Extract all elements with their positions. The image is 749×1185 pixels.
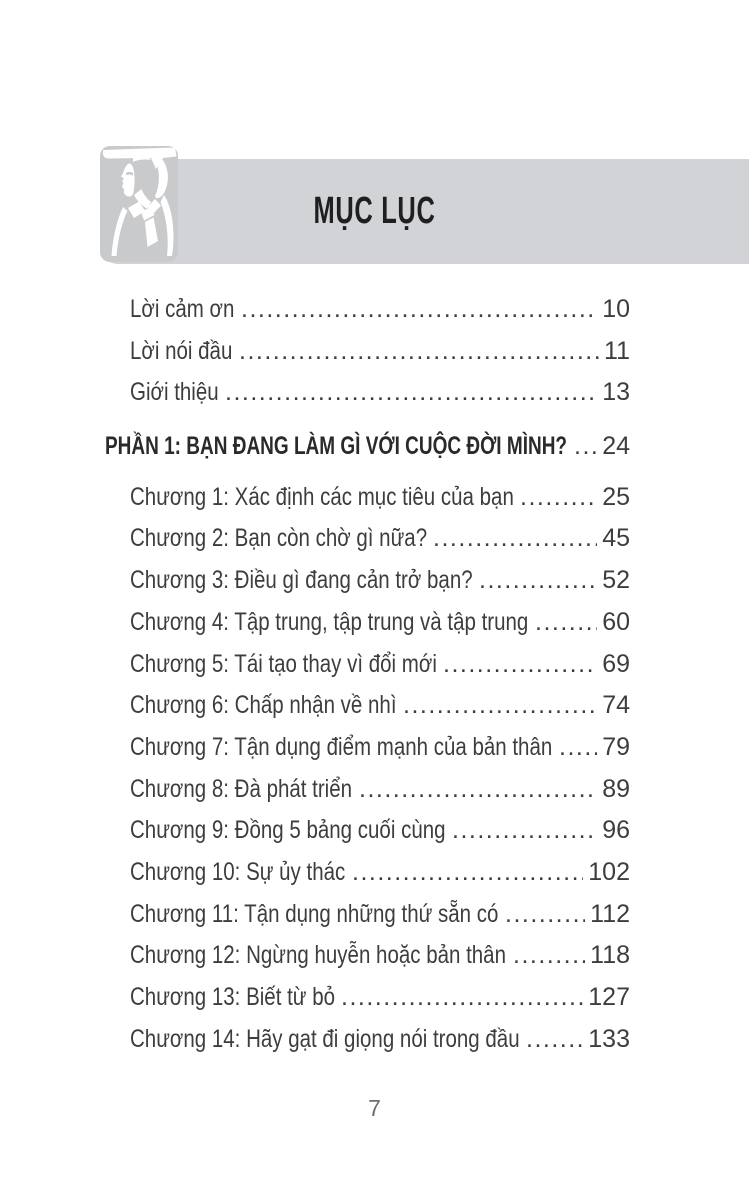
toc-entry — [130, 560, 630, 602]
dot-leader — [225, 372, 597, 414]
toc-entry-label: Chương 3: Điều gì đang cản trở bạn? — [130, 566, 473, 595]
toc-entry — [130, 727, 630, 769]
toc-entry-page: 102 — [588, 857, 630, 886]
toc-list — [105, 289, 630, 1060]
toc-entry — [130, 602, 630, 644]
toc-entry-label: Giới thiệu — [130, 378, 219, 407]
toc-entry-page: 52 — [602, 566, 630, 595]
toc-entry-page: 79 — [602, 732, 630, 761]
dot-leader — [520, 477, 597, 519]
toc-entry — [130, 289, 630, 331]
toc-entry — [130, 810, 630, 852]
toc-entry-page: 11 — [604, 336, 630, 365]
toc-entry — [130, 769, 630, 811]
toc-entry-label: Chương 12: Ngừng huyễn hoặc bản thân — [130, 941, 506, 970]
toc-entry-label: Chương 10: Sự ủy thác — [130, 857, 346, 886]
toc-entry-label: Chương 7: Tận dụng điểm mạnh của bản thân — [130, 732, 553, 761]
dot-leader — [352, 852, 583, 894]
toc-entry-page: 127 — [588, 983, 630, 1011]
toc-entry — [130, 518, 630, 560]
dot-leader — [535, 602, 597, 644]
toc-entry — [130, 685, 630, 727]
toc-entry-label: Chương 11: Tận dụng những thứ sẵn có — [130, 899, 499, 928]
page-number: 7 — [368, 1095, 381, 1121]
page-title: MỤC LỤC — [313, 190, 436, 232]
dot-leader — [526, 1019, 583, 1061]
toc-entry-page: 89 — [602, 774, 630, 803]
toc-entry — [130, 852, 630, 894]
toc-entry — [105, 426, 630, 468]
dot-leader — [452, 810, 597, 852]
dot-leader — [559, 727, 597, 769]
dot-leader — [241, 289, 597, 331]
dot-leader — [443, 644, 597, 686]
toc-entry-page: 74 — [602, 691, 630, 720]
toc-entry-page: 10 — [602, 295, 630, 323]
toc-entry-page: 96 — [602, 816, 630, 845]
dot-leader — [479, 560, 597, 602]
toc-entry — [130, 894, 630, 936]
toc-entry-label: Lời cảm ơn — [130, 295, 235, 323]
toc-entry-label: Lời nói đầu — [130, 336, 233, 365]
toc-entry — [130, 372, 630, 414]
toc-entry — [130, 1019, 630, 1061]
toc-entry-page: 45 — [602, 524, 630, 553]
toc-entry-page: 24 — [602, 432, 630, 461]
dot-leader — [341, 977, 583, 1019]
toc-entry-label: Chương 4: Tập trung, tập trung và tập trung — [130, 607, 529, 636]
toc-entry-page: 25 — [602, 482, 630, 511]
toc-entry-page: 13 — [602, 378, 630, 407]
toc-entry-label: Chương 2: Bạn còn chờ gì nữa? — [130, 524, 428, 553]
toc-entry-label: Chương 8: Đà phát triển — [130, 774, 353, 803]
toc-entry-page: 118 — [590, 941, 630, 970]
toc-entry-label: PHẦN 1: BẠN ĐANG LÀM GÌ VỚI CUỘC ĐỜI MÌNH? — [105, 432, 568, 461]
toc-entry — [130, 935, 630, 977]
toc-entry — [130, 977, 630, 1019]
toc-entry — [130, 644, 630, 686]
toc-entry-label: Chương 9: Đồng 5 bảng cuối cùng — [130, 816, 446, 845]
dot-leader — [239, 331, 599, 373]
toc-entry — [130, 477, 630, 519]
dot-leader — [359, 769, 597, 811]
toc-entry-page: 69 — [602, 649, 630, 678]
toc-entry — [130, 331, 630, 373]
toc-entry-label: Chương 13: Biết từ bỏ — [130, 983, 335, 1011]
toc-entry-label: Chương 6: Chấp nhận về nhì — [130, 691, 397, 720]
dot-leader — [433, 518, 597, 560]
dot-leader — [403, 685, 597, 727]
toc-entry-label: Chương 14: Hãy gạt đi giọng nói trong đầu — [130, 1024, 520, 1053]
dot-leader — [505, 894, 585, 936]
toc-entry-page: 112 — [590, 899, 630, 928]
dot-leader — [574, 426, 597, 468]
toc-entry-label: Chương 1: Xác định các mục tiêu của bạn — [130, 482, 514, 511]
dot-leader — [513, 935, 585, 977]
toc-entry-page: 60 — [602, 607, 630, 636]
toc-entry-label: Chương 5: Tái tạo thay vì đổi mới — [130, 649, 437, 678]
toc-entry-page: 133 — [588, 1024, 630, 1053]
